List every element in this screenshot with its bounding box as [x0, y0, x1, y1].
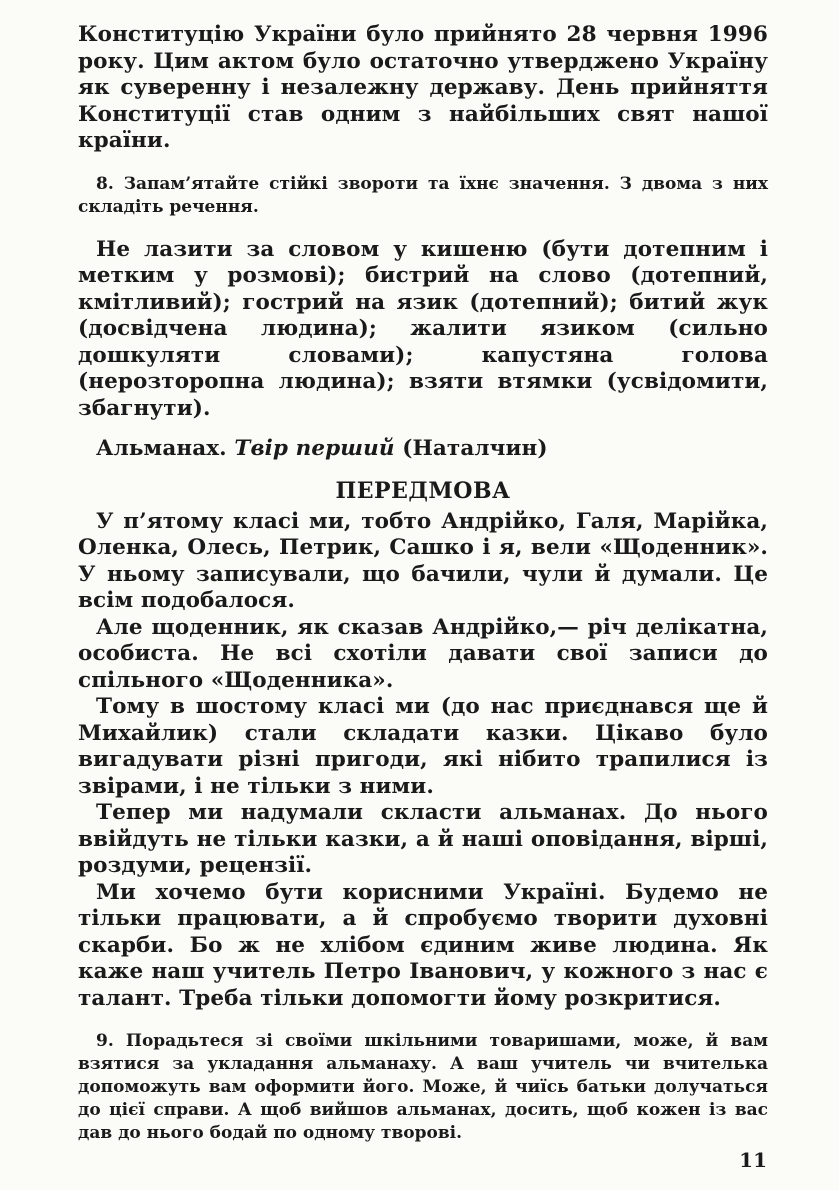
idioms-paragraph: Не лазити за словом у кишеню (бути дотепним і метким у розмові); бистрий на слово (дотепний, кмітливий); гострий на язик (дотепний); битий жук (досвідчена людина); жалити язиком (сильно дошкуляти словами); капустяна голова (нерозторопна людина); взяти втямки (усвідомити, збагнути). [78, 236, 768, 421]
preface-paragraph: У п’ятому класі ми, тобто Андрійко, Галя, Марійка, Оленка, Олесь, Петрик, Сашко і я, вели «Щоденник». У ньому записували, що бачили, чули й думали. Це всім подобалося. [78, 508, 768, 613]
preface-title: ПЕРЕДМОВА [335, 477, 511, 504]
page-number: 11 [739, 1148, 767, 1172]
exercise-9 [78, 1030, 768, 1145]
exercise-8 [78, 173, 768, 219]
preface-paragraph: Але щоденник, як сказав Андрійко,— річ делікатна, особиста. Не всі схотіли давати свої записи до спільного «Щоденника». [78, 614, 768, 693]
almanac-work: Твір перший [234, 436, 395, 461]
preface-paragraph: Тому в шостому класі ми (до нас приєднався ще й Михайлик) стали складати казки. Цікаво було вигадувати різні пригоди, які нібито трапилися із звірами, і не тільки з ними. [78, 694, 768, 799]
exercise-9-task: Порадьтеся зі своїми шкільними товаришами, може, й вам взятися за укладання альманаху. А ваш учитель чи вчителька допоможуть вам оформити його. Може, й чиїсь батьки долучаться до цієї справи. А щоб вийшов альманах, досить, щоб кожен із вас дав до нього бодай по одному творові. [78, 1031, 768, 1143]
almanac-header [78, 436, 768, 463]
textbook-page [78, 22, 768, 1145]
exercise-9-number: 9. [96, 1031, 114, 1051]
almanac-author: (Наталчин) [402, 436, 548, 461]
exercise-8-task: Запам’ятайте стійкі звороти та їхнє значення. З двома з них складіть речення. [78, 173, 769, 217]
intro-paragraph: Конституцію України було прийнято 28 червня 1996 року. Цим актом було остаточно утверджено Україну як суверенну і незалежну державу. День прийняття Конституції став одним з найбільших свят нашої країни. [78, 22, 768, 153]
exercise-8-number: 8. [96, 173, 114, 194]
preface-paragraph: Тепер ми надумали скласти альманах. До нього ввійдуть не тільки казки, а й наші оповідання, вірші, роздуми, рецензії. [78, 800, 768, 878]
preface-paragraph: Ми хочемо бути корисними Україні. Будемо не тільки працювати, а й спробуємо творити духовні скарби. Бо ж не хлібом єдиним живе людина. Як каже наш учитель Петро Іванович, у кожного з нас є талант. Треба тільки допомогти йому розкритися. [78, 879, 768, 1011]
almanac-label: Альманах. [96, 436, 227, 461]
